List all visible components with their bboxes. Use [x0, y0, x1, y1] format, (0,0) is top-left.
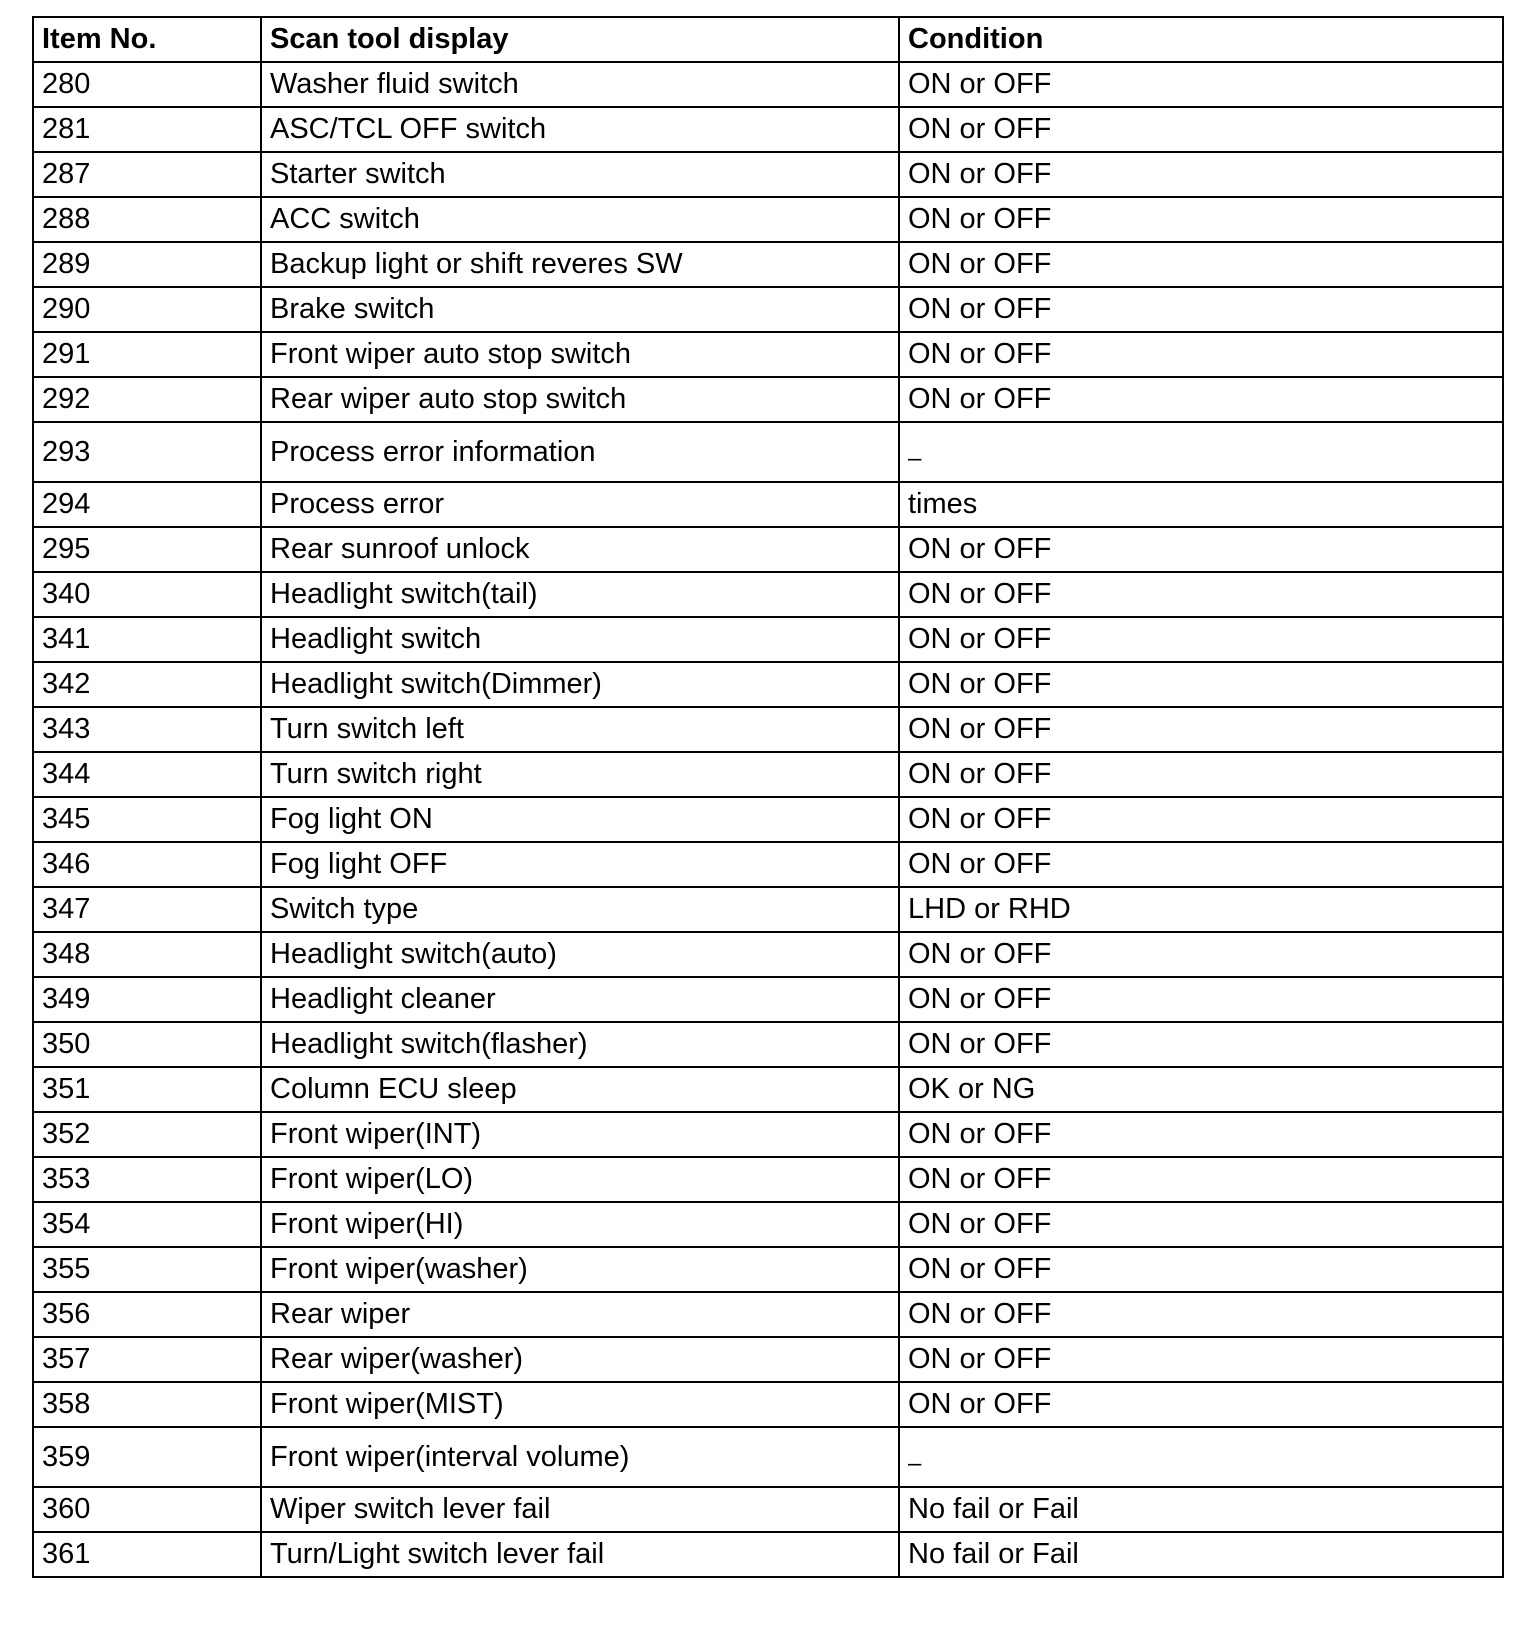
condition-cell: ON or OFF	[899, 1337, 1503, 1382]
table-row	[33, 1157, 1503, 1202]
table-row	[33, 752, 1503, 797]
scan-tool-display-cell: Front wiper(HI)	[261, 1202, 899, 1247]
scan-tool-display-cell: Column ECU sleep	[261, 1067, 899, 1112]
scan-tool-display-cell: Process error information	[261, 422, 899, 482]
table-row	[33, 152, 1503, 197]
table-row	[33, 62, 1503, 107]
item-no-cell: 353	[33, 1157, 261, 1202]
scan-tool-display-cell: Headlight switch(auto)	[261, 932, 899, 977]
scan-tool-display-cell: Headlight cleaner	[261, 977, 899, 1022]
scan-tool-display-cell: Turn switch left	[261, 707, 899, 752]
scan-tool-display-cell: Front wiper(washer)	[261, 1247, 899, 1292]
condition-cell: LHD or RHD	[899, 887, 1503, 932]
scan-tool-display-cell: ASC/TCL OFF switch	[261, 107, 899, 152]
table-row	[33, 1532, 1503, 1577]
table-row	[33, 887, 1503, 932]
item-no-cell: 348	[33, 932, 261, 977]
scan-tool-display-cell: Washer fluid switch	[261, 62, 899, 107]
condition-cell: ON or OFF	[899, 332, 1503, 377]
condition-cell: ON or OFF	[899, 1382, 1503, 1427]
condition-cell: ON or OFF	[899, 1112, 1503, 1157]
item-no-cell: 340	[33, 572, 261, 617]
condition-cell: ON or OFF	[899, 1247, 1503, 1292]
condition-cell: –	[899, 422, 1503, 482]
item-no-cell: 357	[33, 1337, 261, 1382]
table-body	[33, 62, 1503, 1577]
scan-tool-display-cell: Headlight switch(Dimmer)	[261, 662, 899, 707]
item-no-cell: 288	[33, 197, 261, 242]
condition-cell: ON or OFF	[899, 152, 1503, 197]
condition-cell: ON or OFF	[899, 377, 1503, 422]
item-no-cell: 344	[33, 752, 261, 797]
condition-cell: No fail or Fail	[899, 1532, 1503, 1577]
condition-cell: ON or OFF	[899, 572, 1503, 617]
table-row	[33, 932, 1503, 977]
scan-tool-display-cell: Wiper switch lever fail	[261, 1487, 899, 1532]
table-row	[33, 1202, 1503, 1247]
item-no-cell: 342	[33, 662, 261, 707]
scan-tool-display-cell: Front wiper(LO)	[261, 1157, 899, 1202]
table-row	[33, 1427, 1503, 1487]
table-row	[33, 377, 1503, 422]
table-row	[33, 707, 1503, 752]
table-row	[33, 242, 1503, 287]
condition-cell: ON or OFF	[899, 1292, 1503, 1337]
item-no-cell: 356	[33, 1292, 261, 1337]
scan-tool-display-cell: Fog light ON	[261, 797, 899, 842]
condition-cell: ON or OFF	[899, 662, 1503, 707]
condition-cell: ON or OFF	[899, 707, 1503, 752]
condition-cell: ON or OFF	[899, 1022, 1503, 1067]
table-row	[33, 422, 1503, 482]
condition-cell: ON or OFF	[899, 62, 1503, 107]
table-row	[33, 287, 1503, 332]
condition-cell: ON or OFF	[899, 617, 1503, 662]
item-no-cell: 349	[33, 977, 261, 1022]
scan-tool-display-cell: Backup light or shift reveres SW	[261, 242, 899, 287]
table-row	[33, 107, 1503, 152]
condition-cell: –	[899, 1427, 1503, 1487]
item-no-cell: 355	[33, 1247, 261, 1292]
condition-cell: ON or OFF	[899, 1157, 1503, 1202]
table-row	[33, 482, 1503, 527]
scan-tool-display-cell: Front wiper auto stop switch	[261, 332, 899, 377]
scan-tool-display-cell: ACC switch	[261, 197, 899, 242]
item-no-cell: 290	[33, 287, 261, 332]
item-no-cell: 350	[33, 1022, 261, 1067]
condition-cell: No fail or Fail	[899, 1487, 1503, 1532]
item-no-cell: 354	[33, 1202, 261, 1247]
scan-tool-display-cell: Front wiper(INT)	[261, 1112, 899, 1157]
scan-tool-display-cell: Turn/Light switch lever fail	[261, 1532, 899, 1577]
scan-tool-display-cell: Process error	[261, 482, 899, 527]
condition-cell: ON or OFF	[899, 842, 1503, 887]
item-no-cell: 345	[33, 797, 261, 842]
header-scan-tool-display: Scan tool display	[261, 17, 899, 62]
header-condition: Condition	[899, 17, 1503, 62]
condition-cell: times	[899, 482, 1503, 527]
scan-tool-display-cell: Starter switch	[261, 152, 899, 197]
condition-cell: ON or OFF	[899, 797, 1503, 842]
scan-tool-display-cell: Brake switch	[261, 287, 899, 332]
table-row	[33, 617, 1503, 662]
scan-tool-display-cell: Switch type	[261, 887, 899, 932]
condition-cell: ON or OFF	[899, 197, 1503, 242]
table-row	[33, 797, 1503, 842]
table-row	[33, 842, 1503, 887]
table-row	[33, 1382, 1503, 1427]
table-row	[33, 1292, 1503, 1337]
table-row	[33, 1487, 1503, 1532]
condition-cell: ON or OFF	[899, 932, 1503, 977]
condition-cell: ON or OFF	[899, 242, 1503, 287]
scan-tool-display-cell: Rear wiper	[261, 1292, 899, 1337]
item-no-cell: 347	[33, 887, 261, 932]
scan-tool-display-cell: Rear sunroof unlock	[261, 527, 899, 572]
item-no-cell: 289	[33, 242, 261, 287]
item-no-cell: 351	[33, 1067, 261, 1112]
scan-tool-display-cell: Front wiper(interval volume)	[261, 1427, 899, 1487]
item-no-cell: 360	[33, 1487, 261, 1532]
condition-cell: ON or OFF	[899, 527, 1503, 572]
table-row	[33, 1337, 1503, 1382]
scan-tool-display-cell: Front wiper(MIST)	[261, 1382, 899, 1427]
header-item-no: Item No.	[33, 17, 261, 62]
scan-tool-display-cell: Rear wiper auto stop switch	[261, 377, 899, 422]
scan-tool-display-cell: Headlight switch	[261, 617, 899, 662]
condition-cell: ON or OFF	[899, 1202, 1503, 1247]
scan-tool-display-cell: Headlight switch(flasher)	[261, 1022, 899, 1067]
item-no-cell: 295	[33, 527, 261, 572]
table-row	[33, 1067, 1503, 1112]
table-row	[33, 1112, 1503, 1157]
item-no-cell: 287	[33, 152, 261, 197]
item-no-cell: 341	[33, 617, 261, 662]
item-no-cell: 293	[33, 422, 261, 482]
condition-cell: ON or OFF	[899, 752, 1503, 797]
condition-cell: ON or OFF	[899, 287, 1503, 332]
item-no-cell: 346	[33, 842, 261, 887]
scan-tool-display-cell: Headlight switch(tail)	[261, 572, 899, 617]
item-no-cell: 281	[33, 107, 261, 152]
condition-cell: ON or OFF	[899, 107, 1503, 152]
table-row	[33, 1022, 1503, 1067]
item-no-cell: 291	[33, 332, 261, 377]
condition-cell: ON or OFF	[899, 977, 1503, 1022]
table-header-row	[33, 17, 1503, 62]
item-no-cell: 294	[33, 482, 261, 527]
table-row	[33, 572, 1503, 617]
item-no-cell: 352	[33, 1112, 261, 1157]
item-no-cell: 280	[33, 62, 261, 107]
scan-tool-display-cell: Turn switch right	[261, 752, 899, 797]
table-row	[33, 662, 1503, 707]
item-no-cell: 343	[33, 707, 261, 752]
table-row	[33, 332, 1503, 377]
condition-cell: OK or NG	[899, 1067, 1503, 1112]
item-no-cell: 361	[33, 1532, 261, 1577]
scan-tool-table	[32, 16, 1504, 1578]
table-row	[33, 977, 1503, 1022]
item-no-cell: 359	[33, 1427, 261, 1487]
table-row	[33, 527, 1503, 572]
table-row	[33, 197, 1503, 242]
scan-tool-display-cell: Rear wiper(washer)	[261, 1337, 899, 1382]
item-no-cell: 292	[33, 377, 261, 422]
table-row	[33, 1247, 1503, 1292]
scan-tool-display-cell: Fog light OFF	[261, 842, 899, 887]
item-no-cell: 358	[33, 1382, 261, 1427]
